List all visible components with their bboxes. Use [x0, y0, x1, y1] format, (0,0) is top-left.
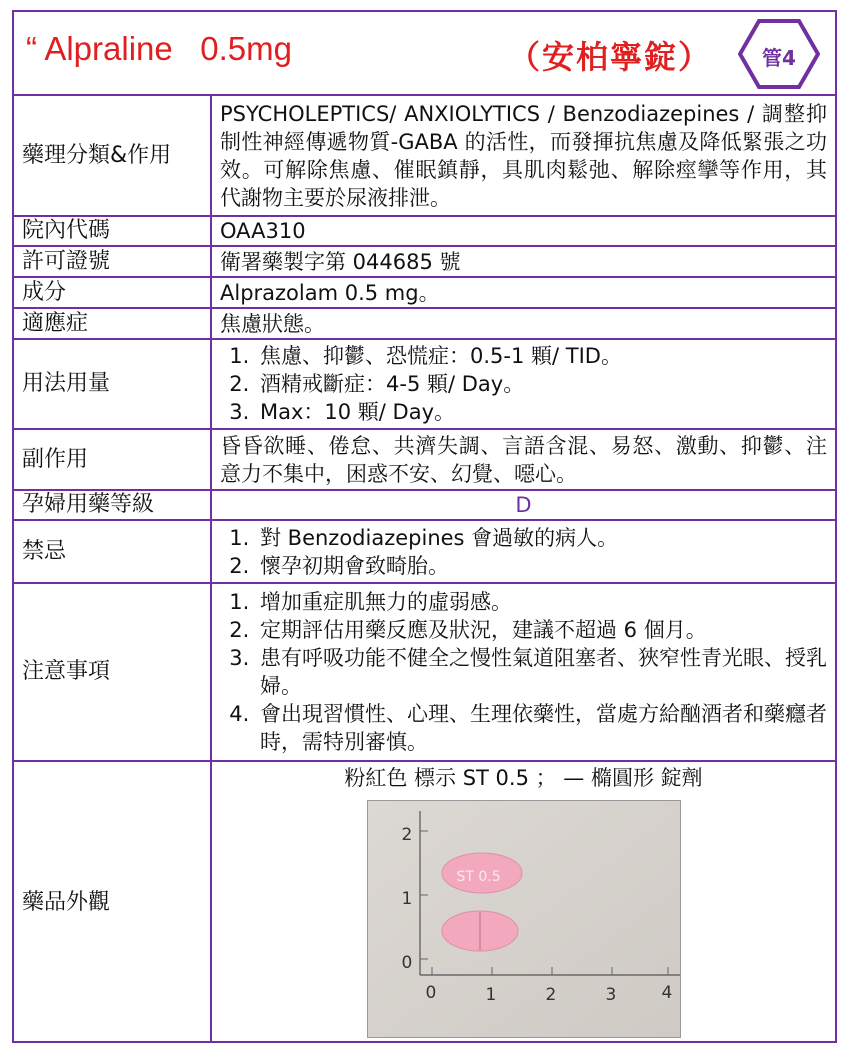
- list-item: 4. 會出現習慣性、心理、生理依藥性，當處方給酗酒者和藥癮者時，需特別審慎。: [256, 700, 827, 756]
- label-precautions: 注意事項: [14, 583, 211, 761]
- x-tick-label: 2: [545, 985, 557, 1005]
- drug-name-english: “ Alpraline 0.5mg: [26, 30, 292, 67]
- row-precautions: [14, 583, 835, 761]
- row-license: [14, 246, 835, 277]
- y-tick-label: 1: [401, 889, 413, 909]
- value-contraindications: [211, 520, 835, 583]
- appearance-description: 粉紅色 標示 ST 0.5 ； — 橢圓形 錠劑: [344, 766, 703, 790]
- value-dosage: [211, 339, 835, 429]
- value-side-effects: 昏昏欲睡、倦怠、共濟失調、言語含混、易怒、激動、抑鬱、注意力不集中，困惑不安、幻覺、噁心。: [211, 429, 835, 490]
- label-dosage: 用法用量: [14, 339, 211, 429]
- row-appearance: [14, 761, 835, 1043]
- y-tick-label: 0: [401, 953, 413, 973]
- value-ingredient: Alprazolam 0.5 mg。: [211, 277, 835, 308]
- header: [14, 12, 835, 96]
- value-pregnancy-grade: D: [211, 490, 835, 520]
- tablet-photo: [367, 800, 681, 1038]
- label-contraindications: 禁忌: [14, 520, 211, 583]
- controlled-level-text: 管4: [762, 46, 796, 70]
- row-dosage: [14, 339, 835, 429]
- label-code: 院內代碼: [14, 216, 211, 246]
- value-code: OAA310: [211, 216, 835, 246]
- list-item: 2. 酒精戒斷症：4-5 顆/ Day。: [256, 370, 827, 398]
- tablet-imprint: ST 0.5: [456, 869, 501, 885]
- controlled-level-badge: [738, 18, 820, 90]
- row-indication: [14, 308, 835, 339]
- list-item: 1. 增加重症肌無力的虛弱感。: [256, 588, 827, 616]
- value-appearance: [211, 761, 835, 1043]
- row-contraindications: [14, 520, 835, 583]
- label-side-effects: 副作用: [14, 429, 211, 490]
- row-code: [14, 216, 835, 246]
- drug-name-chinese: （安柏寧錠）: [508, 38, 713, 76]
- row-ingredient: [14, 277, 835, 308]
- label-pharmacology: 藥理分類&作用: [14, 96, 211, 216]
- row-pregnancy: [14, 490, 835, 520]
- label-ingredient: 成分: [14, 277, 211, 308]
- list-item: 3. 患有呼吸功能不健全之慢性氣道阻塞者、狹窄性青光眼、授乳婦。: [256, 644, 827, 700]
- row-side-effects: [14, 429, 835, 490]
- label-indication: 適應症: [14, 308, 211, 339]
- list-item: 1. 焦慮、抑鬱、恐慌症：0.5-1 顆/ TID。: [256, 342, 827, 370]
- list-item: 1. 對 Benzodiazepines 會過敏的病人。: [256, 524, 827, 552]
- drug-info-sheet: [12, 10, 837, 1043]
- y-tick-label: 2: [401, 825, 413, 845]
- value-precautions: [211, 583, 835, 761]
- value-indication: 焦慮狀態。: [211, 308, 835, 339]
- tablet-photo-graphic: [368, 801, 680, 1037]
- x-tick-label: 4: [661, 983, 673, 1003]
- x-tick-label: 3: [605, 985, 617, 1005]
- label-pregnancy: 孕婦用藥等級: [14, 490, 211, 520]
- list-item: 2. 懷孕初期會致畸胎。: [256, 552, 827, 580]
- list-item: 3. Max：10 顆/ Day。: [256, 398, 827, 426]
- row-pharmacology: [14, 96, 835, 216]
- drug-info-table: [14, 96, 835, 1043]
- label-license: 許可證號: [14, 246, 211, 277]
- x-tick-label: 1: [485, 985, 497, 1005]
- x-tick-label: 0: [425, 983, 437, 1003]
- list-item: 2. 定期評估用藥反應及狀況，建議不超過 6 個月。: [256, 616, 827, 644]
- value-pharmacology: PSYCHOLEPTICS/ ANXIOLYTICS / Benzodiazepines / 調整抑制性神經傳遞物質-GABA 的活性，而發揮抗焦慮及降低緊張之功效。可解除焦慮、催眠鎮靜，具肌肉鬆弛、解除痙攣等作用，其代謝物主要於尿液排泄。: [211, 96, 835, 216]
- value-license: 衛署藥製字第 044685 號: [211, 246, 835, 277]
- label-appearance: 藥品外觀: [14, 761, 211, 1043]
